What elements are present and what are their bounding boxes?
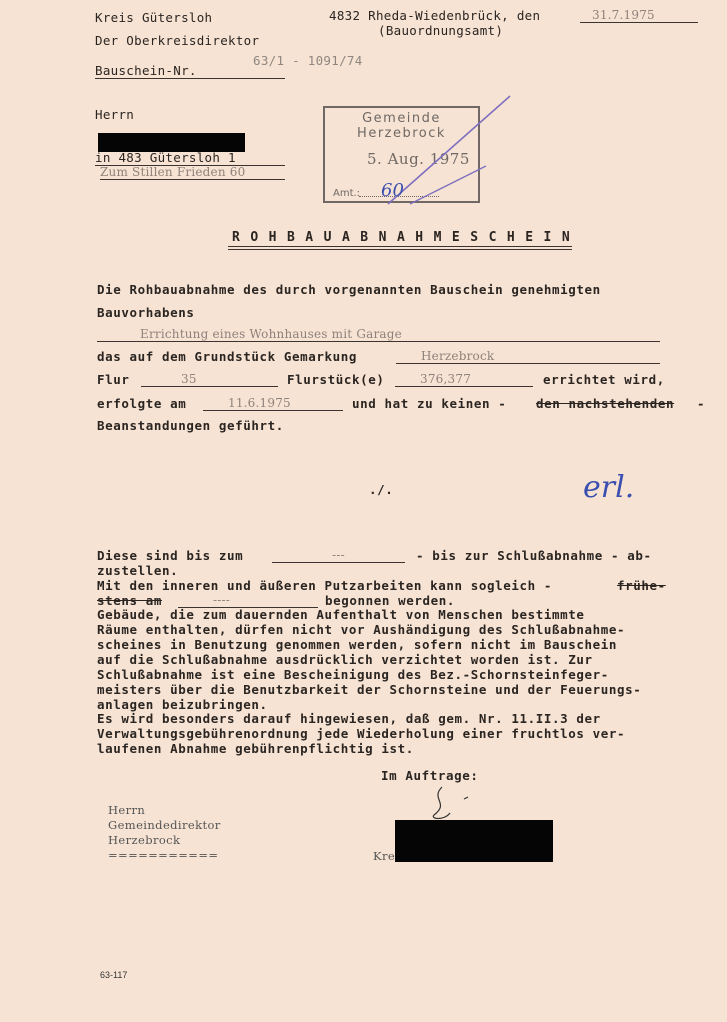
- title-underline-2: [228, 249, 572, 250]
- title-underline-1: [228, 246, 572, 247]
- on-behalf-label: Im Auftrage:: [381, 768, 479, 783]
- permit-label: Bauschein-Nr.: [95, 63, 197, 78]
- conditions-para-0: Gebäude, die zum dauernden Aufenthalt von Menschen bestimmte: [97, 607, 585, 622]
- conditions-para-2: scheines in Benutzung genommen werden, sofern nicht im Bauschein: [97, 637, 618, 652]
- conditions-para-3: auf die Schlußabnahme ausdrücklich verzichtet worden ist. Zur: [97, 652, 593, 667]
- none-mark: ./.: [369, 482, 394, 497]
- flurstueck-value: 376,377: [395, 372, 533, 387]
- authority-line-1: Kreis Gütersloh: [95, 10, 213, 25]
- copy-to-line-1: Herrn: [108, 803, 146, 817]
- result-text: und hat zu keinen -: [352, 396, 507, 411]
- conditions-line-1b: - bis zur Schlußabnahme - ab-: [416, 548, 652, 563]
- conditions-line-4-struck: stens am: [97, 593, 163, 608]
- stamp-line-2: Herzebrock: [357, 126, 446, 141]
- plot-label: das auf dem Grundstück Gemarkung: [97, 349, 358, 364]
- authority-line-2: Der Oberkreisdirektor: [95, 33, 260, 48]
- conditions-line-2: zustellen.: [97, 563, 179, 578]
- signature-prefix: Kre: [373, 849, 396, 863]
- done-label: erfolgte am: [97, 396, 187, 411]
- stamp-line-1: Gemeinde: [362, 111, 441, 126]
- flur-label: Flur: [97, 372, 130, 387]
- gemarkung-value: Herzebrock: [396, 349, 660, 364]
- stamp-amt-label: Amt.:: [333, 188, 361, 199]
- conditions-line-3-struck: frühe-: [617, 578, 666, 593]
- stamp-date: 5. Aug. 1975: [367, 150, 470, 168]
- permit-number: 63/1 - 1091/74: [253, 53, 363, 68]
- conditions-para-9: laufenen Abnahme gebührenpflichtig ist.: [97, 741, 414, 756]
- project-description: Errichtung eines Wohnhauses mit Garage: [97, 327, 660, 342]
- conditions-line-3: Mit den inneren und äußeren Putzarbeiten kann sogleich -: [97, 578, 553, 593]
- document-title: ROHBAUABNAHMESCHEIN: [232, 230, 581, 245]
- plaster-start-value: ----: [178, 593, 318, 608]
- copy-to-line-4: ===========: [108, 848, 219, 862]
- conditions-para-7: Es wird besonders darauf hingewiesen, daß gem. Nr. 11.II.3 der: [97, 711, 601, 726]
- deadline-value: ---: [272, 548, 405, 563]
- recipient-city: in 483 Gütersloh 1: [95, 150, 285, 166]
- stamp-amt-handwritten: 60: [381, 180, 404, 201]
- conditions-para-4: Schlußabnahme ist eine Bescheinigung des Bez.-Schornsteinfeger-: [97, 667, 609, 682]
- done-date: 11.6.1975: [203, 396, 343, 411]
- conditions-para-6: anlagen beizubringen.: [97, 697, 268, 712]
- intro-line-1: Die Rohbauabnahme des durch vorgenannten Bauschein genehmigten: [97, 282, 601, 297]
- recipient-street: Zum Stillen Frieden 60: [100, 165, 285, 180]
- complaints-line: Beanstandungen geführt.: [97, 418, 284, 433]
- signature-scribble-icon: [420, 785, 480, 825]
- conditions-line-4b: begonnen werden.: [325, 593, 456, 608]
- conditions-para-5: meisters über die Benutzbarkeit der Schornsteine und der Feuerungs-: [97, 682, 642, 697]
- handwritten-erl: erl.: [583, 470, 635, 505]
- result-end-dash: -: [697, 396, 706, 411]
- letter-date: 31.7.1975: [580, 8, 698, 23]
- intro-line-2: Bauvorhabens: [97, 305, 195, 320]
- copy-to-line-2: Gemeindedirektor: [108, 818, 221, 832]
- office-name: (Bauordnungsamt): [378, 23, 504, 38]
- flurstueck-label: Flurstück(e): [287, 372, 385, 387]
- form-number: 63-117: [100, 970, 128, 980]
- redacted-signature: [395, 820, 553, 862]
- place-prefix: 4832 Rheda-Wiedenbrück, den: [329, 8, 541, 23]
- copy-to-line-3: Herzebrock: [108, 833, 181, 847]
- permit-underline: [95, 78, 285, 79]
- conditions-line-1a: Diese sind bis zum: [97, 548, 244, 563]
- result-struck-text: den nachstehenden: [536, 396, 675, 411]
- conditions-para-1: Räume enthalten, dürfen nicht vor Aushändigung des Schlußabnahme-: [97, 622, 626, 637]
- recipient-salutation: Herrn: [95, 107, 135, 122]
- built-label: errichtet wird,: [543, 372, 665, 387]
- conditions-para-8: Verwaltungsgebührenordnung jede Wiederholung einer fruchtlos ver-: [97, 726, 626, 741]
- flur-value: 35: [141, 372, 278, 387]
